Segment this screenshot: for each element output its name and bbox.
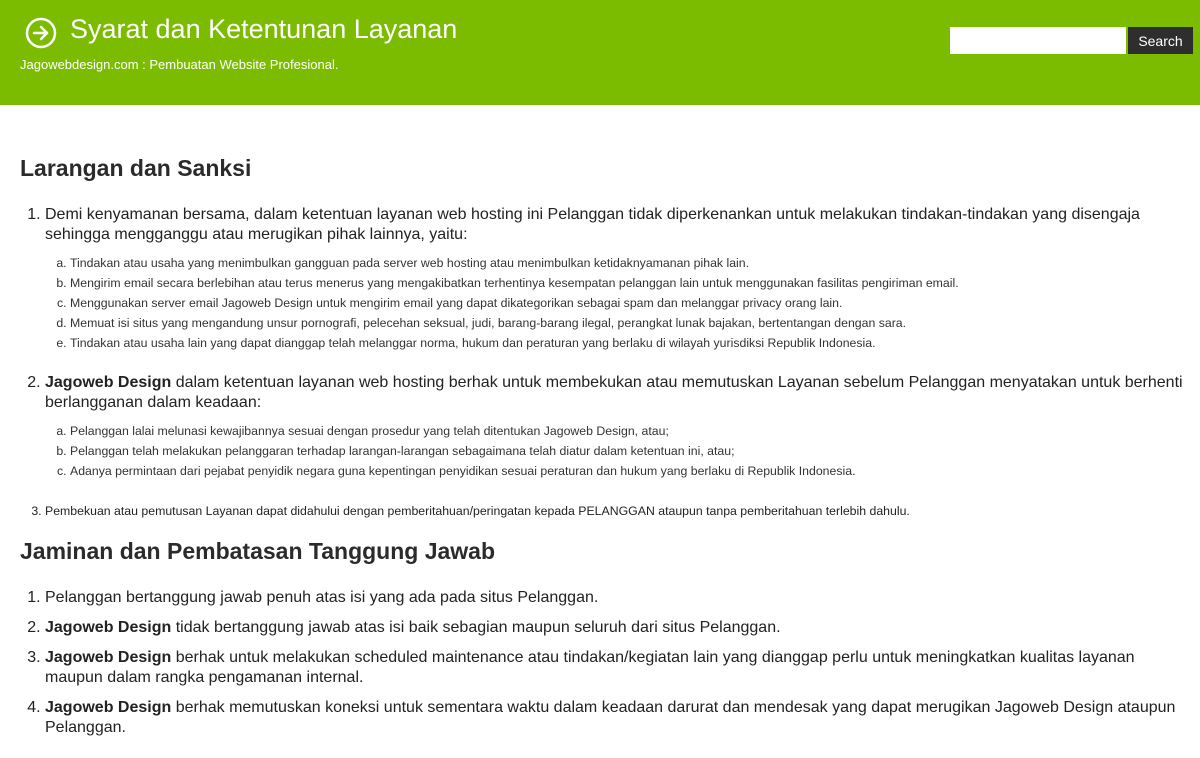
sub-list-item: d. Memuat isi situs yang mengandung unsur pornografi, pelecehan seksual, judi, barang-barang ilegal, perangkat lunak bajakan, bertentangan dengan sara. — [70, 313, 1185, 333]
site-title[interactable]: Syarat dan Ketentunan Layanan — [70, 14, 458, 44]
brand-name: Jagoweb Design — [45, 619, 172, 636]
search-input[interactable] — [950, 27, 1126, 54]
section-heading-larangan: Larangan dan Sanksi — [20, 155, 252, 181]
sub-list — [45, 253, 1185, 353]
sub-list-item: a. Tindakan atau usaha yang menimbulkan gangguan pada server web hosting atau menimbulkan ketidaknyamanan pihak lain. — [70, 253, 1185, 273]
brand-name: Jagoweb Design — [45, 699, 172, 716]
list-item-text: Pelanggan bertanggung jawab penuh atas isi yang ada pada situs Pelanggan. — [45, 589, 599, 606]
list-item — [45, 373, 1185, 481]
list-item-text: berhak untuk melakukan scheduled maintenance atau tindakan/kegiatan lain yang dianggap perlu untuk meningkatkan kualitas layanan maupun dalam rangka pengamanan internal. — [45, 649, 1135, 686]
site-header — [0, 0, 1200, 105]
list-item — [45, 588, 1185, 608]
list-item-text: dalam ketentuan layanan web hosting berhak untuk membekukan atau memutuskan Layanan sebelum Pelanggan menyatakan untuk berhenti berlangganan dalam keadaan: — [45, 374, 1183, 411]
list-item — [45, 648, 1185, 688]
sub-list-item: c. Menggunakan server email Jagoweb Design untuk mengirim email yang dapat dikategorikan sebagai spam dan melanggar privacy orang lain. — [70, 293, 1185, 313]
sub-list-item: b. Mengirim email secara berlebihan atau terus menerus yang mengakibatkan terhentinya kesempatan pelanggan lain untuk menggunakan fasilitas pengiriman email. — [70, 273, 1185, 293]
section-heading-jaminan: Jaminan dan Pembatasan Tanggung Jawab — [20, 538, 496, 564]
list-item-text: Pembekuan atau pemutusan Layanan dapat didahului dengan pemberitahuan/peringatan kepada PELANGGAN ataupun tanpa pemberitahuan terlebih dahulu. — [45, 504, 910, 518]
sub-list-item: e. Tindakan atau usaha lain yang dapat dianggap telah melanggar norma, hukum dan peraturan yang berlaku di wilayah yurisdiksi Republik Indonesia. — [70, 333, 1185, 353]
brand-name: Jagoweb Design — [45, 649, 172, 666]
main-content — [20, 155, 1185, 738]
sub-list-item: b. Pelanggan telah melakukan pelanggaran terhadap larangan-larangan sebagaimana telah diatur dalam ketentuan ini, atau; — [70, 441, 1185, 461]
search-button[interactable]: Search — [1128, 27, 1193, 54]
list-item — [45, 698, 1185, 738]
arrow-right-circle-icon[interactable] — [25, 17, 57, 49]
jaminan-list — [20, 588, 1185, 738]
site-tagline: Jagowebdesign.com : Pembuatan Website Profesional. — [20, 57, 339, 72]
list-item-text: tidak bertanggung jawab atas isi baik sebagian maupun seluruh dari situs Pelanggan. — [171, 619, 781, 636]
larangan-list — [20, 205, 1185, 521]
list-item — [45, 618, 1185, 638]
list-item — [45, 205, 1185, 353]
list-item — [45, 501, 1185, 521]
sub-list — [45, 421, 1185, 481]
sub-list-item: c. Adanya permintaan dari pejabat penyidik negara guna kepentingan penyidikan sesuai peraturan dan hukum yang berlaku di Republik Indonesia. — [70, 461, 1185, 481]
sub-list-item: a. Pelanggan lalai melunasi kewajibannya sesuai dengan prosedur yang telah ditentukan Jagoweb Design, atau; — [70, 421, 1185, 441]
list-item-text: Demi kenyamanan bersama, dalam ketentuan layanan web hosting ini Pelanggan tidak diperkenankan untuk melakukan tindakan-tindakan yang disengaja sehingga mengganggu atau merugikan pihak lainnya, yaitu: — [45, 206, 1140, 243]
brand-name: Jagoweb Design — [45, 374, 172, 391]
list-item-text: berhak memutuskan koneksi untuk sementara waktu dalam keadaan darurat dan mendesak yang dapat merugikan Jagoweb Design ataupun Pelanggan. — [45, 699, 1176, 736]
